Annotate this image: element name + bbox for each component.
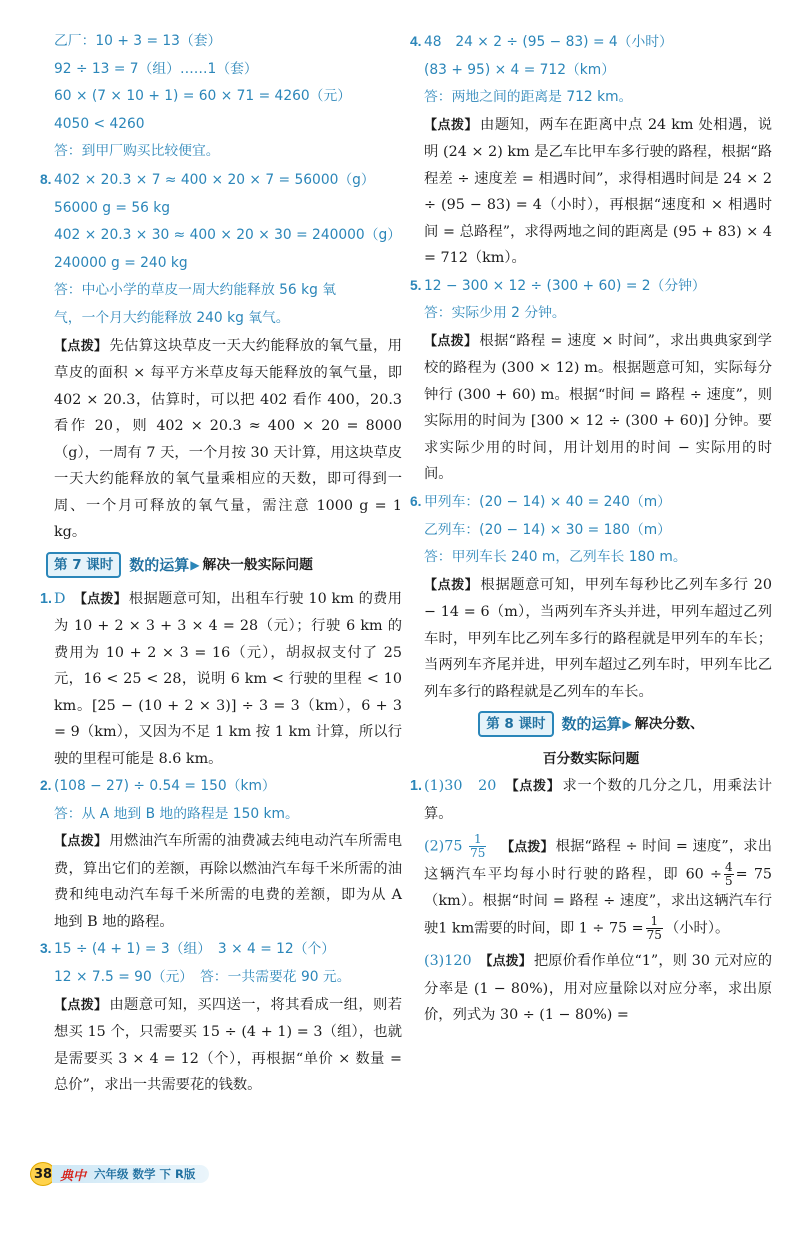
answer-text: 15 ÷ (4 + 1) = 3（组） 3 × 4 = 12（个） bbox=[54, 941, 336, 958]
hint-paragraph bbox=[410, 572, 772, 706]
answer-line: 答：实际少用 2 分钟。 bbox=[424, 305, 566, 322]
question-number: 1. bbox=[410, 778, 422, 795]
hint-tag: 【点拨】 bbox=[424, 333, 478, 349]
answer-text: D bbox=[54, 590, 66, 607]
hint-text: = 75（km）。根据“时间 = 路程 ÷ 速度”，求出这辆汽车行驶1 km需要的时间，即 1 ÷ 75 = bbox=[424, 866, 773, 937]
answer-line: 答：甲列车长 240 m，乙列车长 180 m。 bbox=[424, 549, 687, 566]
answer-line: 气，一个月大约能释放 240 kg 氧气。 bbox=[54, 309, 290, 326]
answer-line: (83 + 95) × 4 = 712（km） bbox=[424, 61, 616, 78]
answer-text: (1)30 20 bbox=[424, 778, 497, 795]
answer-line: 92 ÷ 13 = 7（组）……1（套） bbox=[54, 60, 258, 77]
q2-line bbox=[40, 772, 402, 801]
page-number: 38 bbox=[30, 1162, 56, 1186]
question-number: 4. bbox=[410, 34, 422, 49]
q1-part1 bbox=[410, 773, 772, 827]
answer-text: 402 × 20.3 × 7 ≈ 400 × 20 × 7 = 56000（g） bbox=[54, 171, 375, 188]
answer-line: 56000 g = 56 kg bbox=[54, 199, 171, 216]
q8-line bbox=[40, 166, 402, 195]
answer-line: 答：两地之间的距离是 712 km。 bbox=[424, 89, 633, 106]
hint-tag: 【点拨】 bbox=[54, 338, 108, 354]
book-title: 六年级 数学 下 R版 bbox=[94, 1167, 196, 1181]
answer-text: (108 − 27) ÷ 0.54 = 150（km） bbox=[54, 778, 276, 795]
question-number: 5. bbox=[410, 277, 422, 293]
hint-text: （小时）。 bbox=[664, 920, 730, 937]
hint-text: 由题意可知，买四送一，将其看成一组，则若想买 15 个，只需要买 15 ÷ (4 + 1) = 3（组），也就是需要买 3 × 4 = 12（个），再根据“单价 × 数量 = 总价”，求出一共需要花的钱数。 bbox=[54, 996, 402, 1093]
answer-line: 402 × 20.3 × 30 ≈ 400 × 20 × 30 = 240000（g） bbox=[54, 227, 402, 244]
lesson-subtitle-line2: 百分数实际问题 bbox=[542, 751, 640, 768]
arrow-icon: ▶ bbox=[622, 717, 632, 732]
question-number: 2. bbox=[40, 778, 52, 794]
lesson-header-8 bbox=[410, 711, 772, 737]
answer-text: 48 24 × 2 ÷ (95 − 83) = 4（小时） bbox=[424, 34, 673, 50]
hint-paragraph bbox=[410, 328, 772, 488]
hint-text: 根据题意可知，出租车行驶 10 km 的费用为 10 + 2 × 3 + 3 × 4 = 28（元）；行驶 6 km 的费用为 10 + 2 × 3 = 16（元），胡叔叔支付了 25 元，16 < 25 < 28，说明 6 km < 行驶的里程 < 10 km。[25 − (10 + 2 × 3)] ÷ 3 = 3（km），6 + 3 = 9（km），又因为不足 1 km 按 1 km 计算，所以行驶的里程可能是 8.6 km。 bbox=[54, 590, 403, 767]
hint-text: 先估算这块草皮一天大约能释放的氧气量，用草皮的面积 × 每平方米草皮每天能释放的氧气量，即 402 × 20.3，估算时，可以把 402 看作 400，20.3 看作 20，则 402 × 20.3 ≈ 400 × 20 = 8000（g），一周有 7 天，一个月按 30 天计算，用这块草皮一天大约能释放的氧气量乘相应的天数，即可得到一周、一个月可释放的氧气量，需注意 1000 g = 1 kg。 bbox=[54, 337, 402, 541]
hint-text: 用燃油汽车所需的油费减去纯电动汽车所需电费，算出它们的差额，再除以燃油汽车每千米所需的油费和纯电动汽车每千米所需的电费的差额，即为从 A 地到 B 地的路程。 bbox=[54, 833, 402, 930]
lesson-number: 第 8 课时 bbox=[478, 711, 553, 737]
answer-text: 甲列车：(20 − 14) × 40 = 240（m） bbox=[424, 493, 671, 510]
hint-tag: 【点拨】 bbox=[486, 953, 532, 969]
hint-paragraph bbox=[40, 828, 402, 935]
lesson-subtitle: 解决一般实际问题 bbox=[202, 556, 313, 573]
hint-tag: 【点拨】 bbox=[424, 577, 479, 593]
fraction: $\frac{1}{75}$ bbox=[470, 832, 486, 861]
question-number: 6. bbox=[410, 493, 422, 509]
answer-text: (3)120 bbox=[424, 952, 472, 969]
answer-line: 答：从 A 地到 B 地的路程是 150 km。 bbox=[54, 805, 299, 822]
page-footer bbox=[30, 1163, 209, 1185]
hint-text: 根据题意可知，甲列车每秒比乙列车多行 20 − 14 = 6（m），当两列车齐头并进，甲列车超过乙列车时，甲列车比乙列车多行的路程就是甲列车的车长；当两列车齐尾并进，甲列车超过乙列车时，甲列车比乙列车多行的路程就是乙列车的车长。 bbox=[424, 576, 772, 700]
hint-tag: 【点拨】 bbox=[424, 117, 479, 133]
q1-part2 bbox=[410, 833, 772, 942]
hint-text: 把原价看作单位“1”，则 30 元对应的分率是 (1 − 80%)，用对应量除以对应分率，求出原价，列式为 30 ÷ (1 − 80%) = bbox=[424, 952, 772, 1024]
q3-line bbox=[40, 935, 402, 964]
answer-line: 60 × (7 × 10 + 1) = 60 × 71 = 4260（元） bbox=[54, 88, 352, 105]
hint-tag: 【点拨】 bbox=[54, 834, 108, 850]
right-column bbox=[410, 28, 772, 1029]
lesson-subtitle: 解决分数、 bbox=[634, 716, 704, 733]
answer-line: 4050 < 4260 bbox=[54, 115, 145, 132]
q4-line bbox=[410, 28, 772, 57]
q1-paragraph bbox=[40, 586, 402, 773]
answer-line: 240000 g = 240 kg bbox=[54, 254, 188, 271]
question-number: 8. bbox=[40, 171, 52, 187]
arrow-icon: ▶ bbox=[190, 557, 200, 572]
lesson-number: 第 7 课时 bbox=[46, 552, 121, 578]
q5-line bbox=[410, 272, 772, 301]
hint-paragraph bbox=[40, 992, 402, 1099]
lesson-header-7 bbox=[46, 552, 402, 578]
hint-tag: 【点拨】 bbox=[512, 779, 561, 795]
hint-paragraph bbox=[40, 333, 402, 546]
answer-line: 12 × 7.5 = 90（元） 答：一共需要花 90 元。 bbox=[54, 968, 351, 985]
brand-logo: 典中 bbox=[60, 1168, 87, 1184]
hint-text: 求一个数的几分之几，用乘法计算。 bbox=[424, 778, 772, 822]
hint-paragraph bbox=[410, 112, 772, 272]
question-number: 3. bbox=[40, 941, 52, 957]
left-column bbox=[40, 28, 402, 1099]
footer-band bbox=[52, 1165, 209, 1183]
answer-text: (2)75 bbox=[424, 838, 463, 855]
answer-text: 12 − 300 × 12 ÷ (300 + 60) = 2（分钟） bbox=[424, 277, 706, 294]
hint-tag: 【点拨】 bbox=[54, 997, 108, 1013]
fraction: $\frac{1}{75}$ bbox=[646, 913, 662, 942]
lesson-topic: 数的运算 bbox=[129, 555, 190, 574]
answer-line: 答：中心小学的草皮一周大约能释放 56 kg 氧 bbox=[54, 282, 337, 299]
hint-text: 由题知，两车在距离中点 24 km 处相遇，说明 (24 × 2) km 是乙车比甲车多行驶的路程，根据“路程差 ÷ 速度差 = 相遇时间”，求得相遇时间是 24 × 2 ÷ (95 − 83) = 4（小时），再根据“速度和 × 相遇时间 = 总路程”，求得两地之间的距离是 (95 + 83) × 4 = 712（km）。 bbox=[424, 116, 772, 267]
lesson-topic: 数的运算 bbox=[561, 715, 622, 734]
question-number: 1. bbox=[40, 590, 52, 607]
fraction: $\frac{4}{5}$ bbox=[724, 860, 733, 889]
answer-line: 乙厂：10 + 3 = 13（套） bbox=[54, 33, 222, 49]
hint-text: 根据“路程 ÷ 时间 = 速度”，求出这辆汽车平均每小时行驶的路程，即 60 ÷ bbox=[424, 838, 773, 883]
hint-text: 根据“路程 = 速度 × 时间”，求出典典家到学校的路程为 (300 × 12) m。根据题意可知，实际每分钟行 (300 + 60) m。根据“时间 = 路程 ÷ 速度”，则实际用的时间为 [300 × 12 ÷ (300 + 60)] 分钟。要求实际少用的时间，用计划用的时间 − 实际用的时间。 bbox=[424, 332, 772, 483]
hint-tag: 【点拨】 bbox=[80, 591, 127, 607]
hint-tag: 【点拨】 bbox=[507, 839, 554, 855]
q6-line bbox=[410, 488, 772, 517]
answer-line: 乙列车：(20 − 14) × 30 = 180（m） bbox=[424, 521, 671, 538]
answer-line: 答：到甲厂购买比较便宜。 bbox=[54, 143, 220, 160]
q1-part3 bbox=[410, 948, 772, 1029]
